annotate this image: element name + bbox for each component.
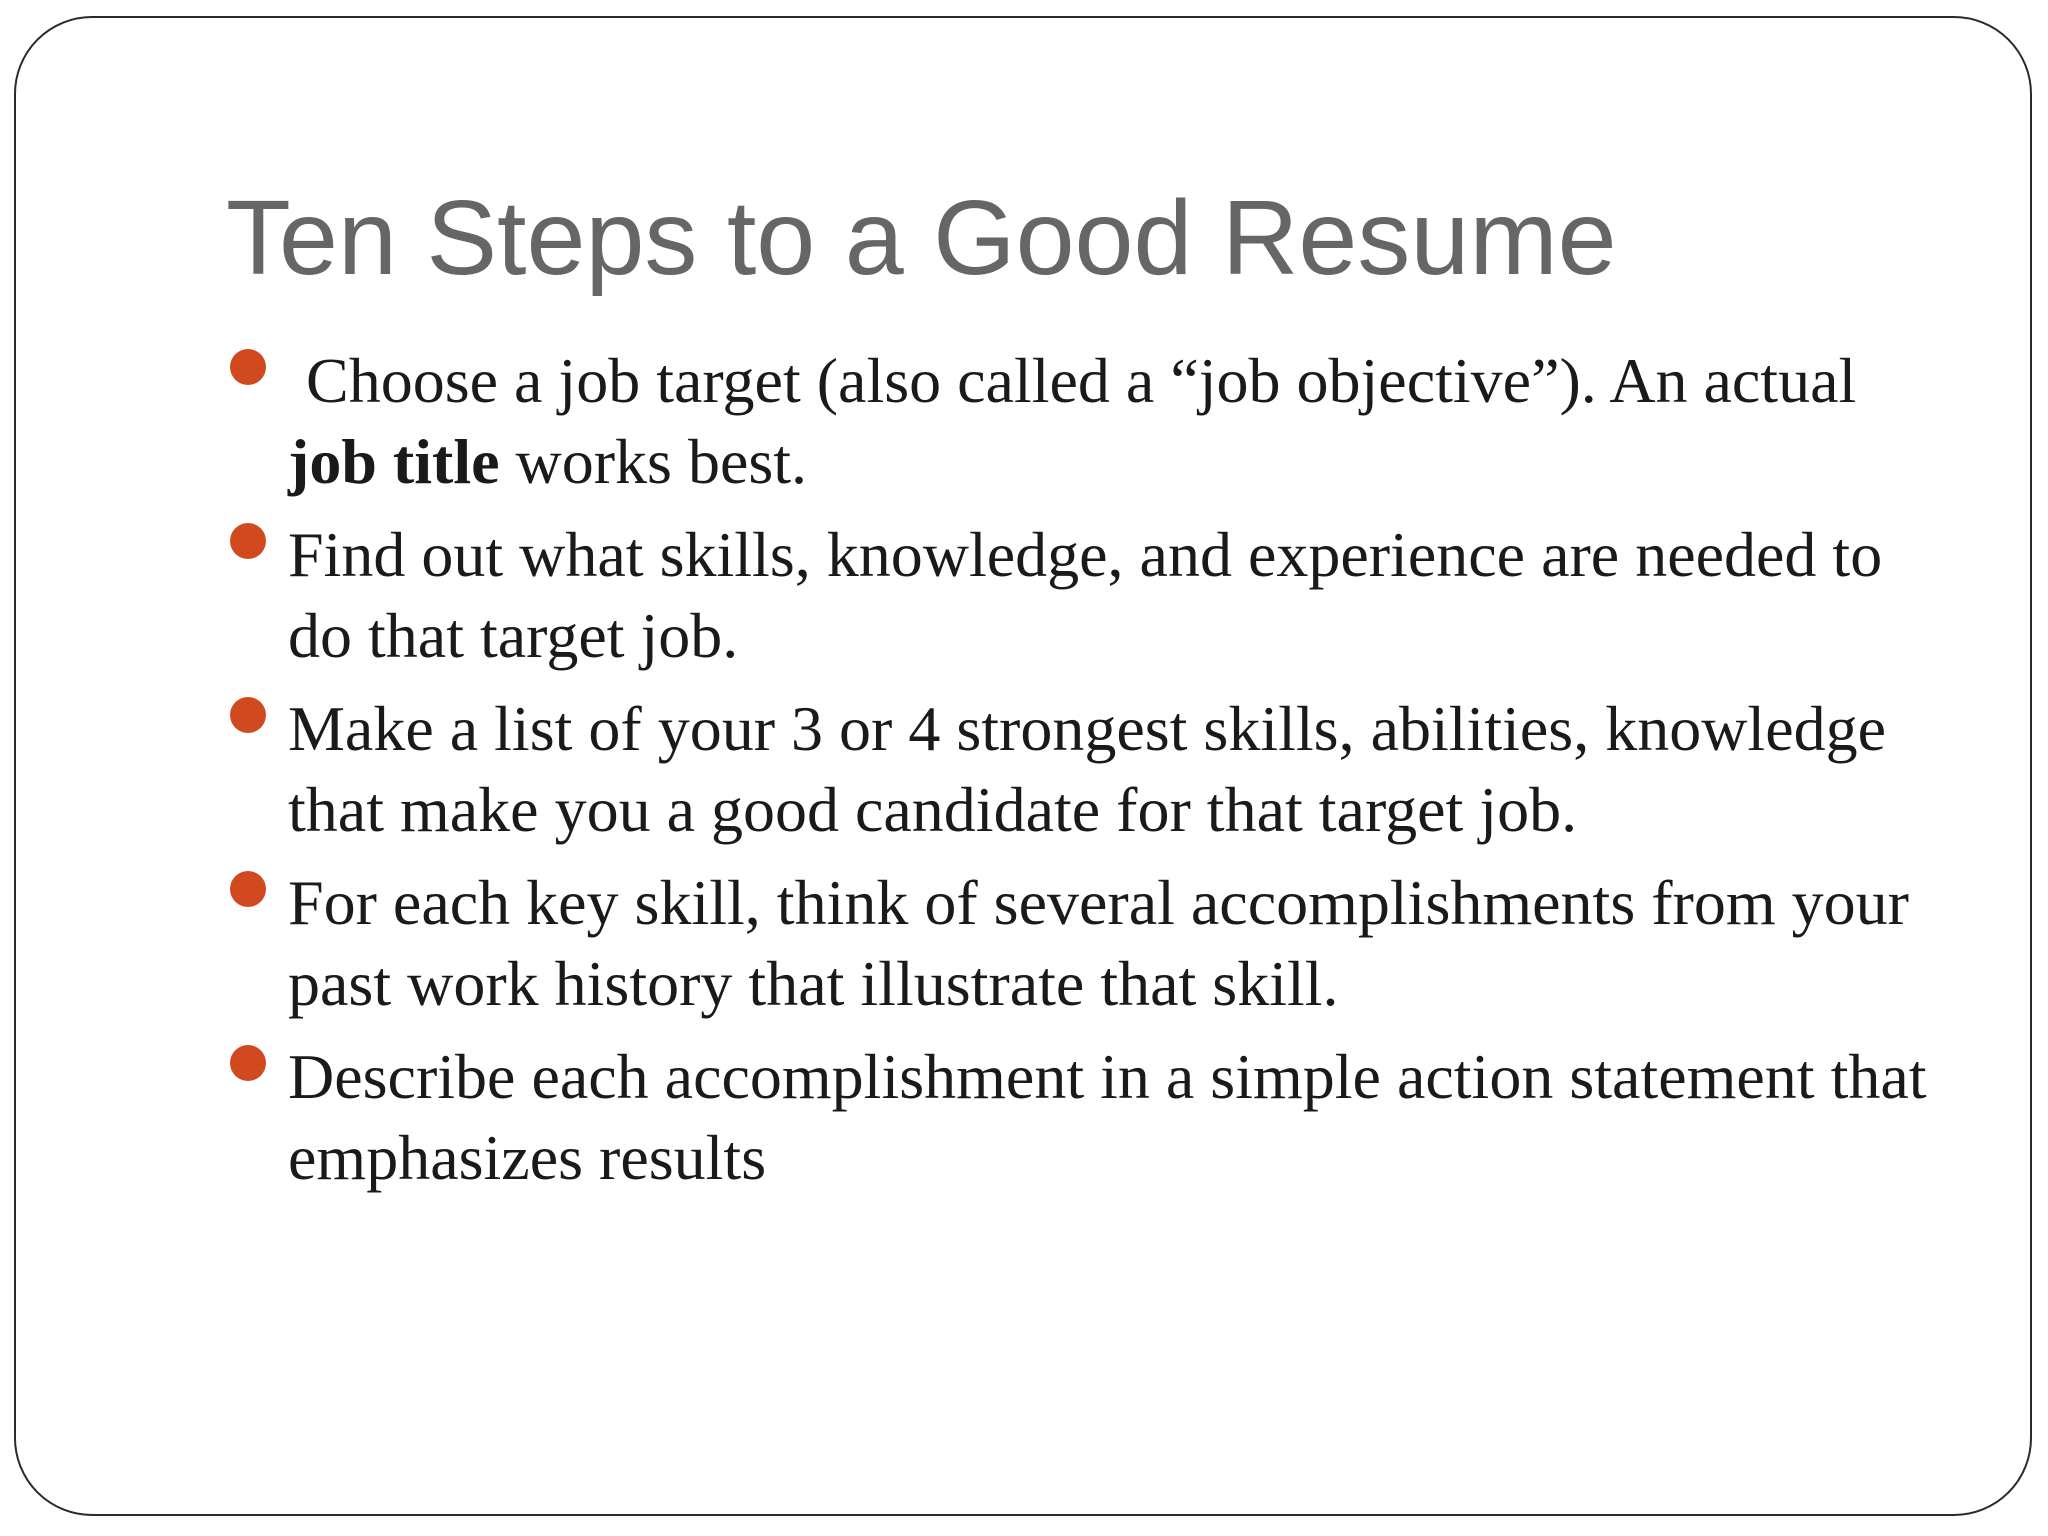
bullet-item: [226, 688, 1946, 850]
bullet-item: [226, 514, 1946, 676]
bullet-list: [226, 340, 1946, 1210]
bullet-text: Choose a job target (also called a “job objective”). An actual: [306, 345, 1857, 416]
bullet-text: Find out what skills, knowledge, and experience are needed to do that target job.: [288, 519, 1883, 671]
bullet-dot-icon: [230, 523, 266, 559]
bullet-bold-text: job title: [288, 426, 500, 497]
bullet-dot-icon: [230, 1045, 266, 1081]
bullet-dot-icon: [230, 697, 266, 733]
bullet-dot-icon: [230, 871, 266, 907]
slide-title: Ten Steps to a Good Resume: [226, 179, 1617, 297]
bullet-item: [226, 1036, 1946, 1198]
bullet-dot-icon: [230, 349, 266, 385]
bullet-item: [226, 862, 1946, 1024]
bullet-text: Make a list of your 3 or 4 strongest skills, abilities, knowledge that make you a good candidate for that target job.: [288, 693, 1886, 845]
bullet-text: Describe each accomplishment in a simple action statement that emphasizes results: [288, 1041, 1927, 1193]
bullet-text: For each key skill, think of several accomplishments from your past work history that illustrate that skill.: [288, 867, 1909, 1019]
bullet-text: works best.: [499, 426, 808, 497]
bullet-item: [226, 340, 1946, 502]
